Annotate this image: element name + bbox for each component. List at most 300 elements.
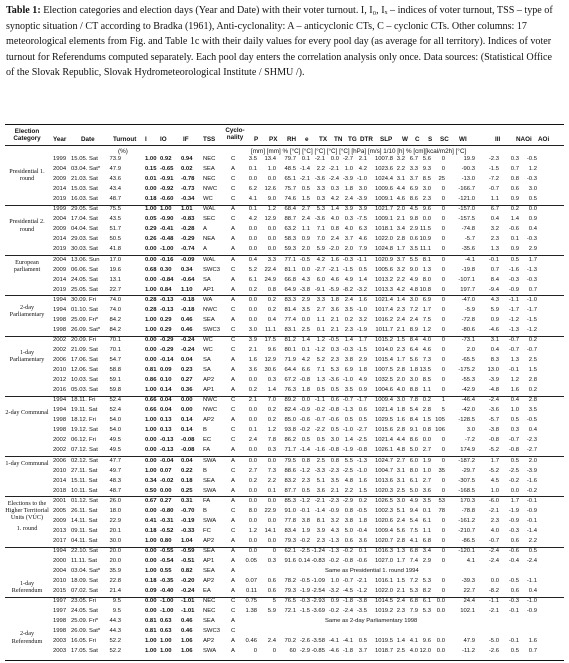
header-tg: TG <box>348 136 357 143</box>
cell-tx: -1.09 <box>311 578 325 585</box>
cell-rh: 64.4 <box>284 367 296 374</box>
cell-iii: 0.9 <box>490 316 499 323</box>
cell-turnout: 59.1 <box>109 377 121 384</box>
cell-p: 0.0 <box>248 246 257 253</box>
cell-aoi: 2.9 <box>528 246 537 253</box>
cell-slp: 1021.7 <box>374 206 393 213</box>
cell-sc: 0 <box>441 457 445 464</box>
cell-px: 0.0 <box>267 457 276 464</box>
cell-tn: 1.4 <box>330 206 339 213</box>
cell-year: 2009 <box>53 176 67 183</box>
cell-io: 0.63 <box>160 618 172 625</box>
cell-year: 2017 <box>53 537 67 544</box>
cell-tg: -0.8 <box>342 558 353 564</box>
cell-p: 1.6 <box>248 357 257 363</box>
cell-year: 2014 <box>53 186 67 193</box>
cell-iii: -3.6 <box>488 407 499 414</box>
cell-px: 12.9 <box>264 357 276 363</box>
table-row <box>5 246 564 253</box>
header-tss: TSS <box>203 136 216 143</box>
cell-naoi: -0.3 <box>508 527 519 534</box>
cell-slp: 1024.4 <box>374 176 393 183</box>
table-row <box>5 578 564 585</box>
cell-p: 2.1 <box>248 397 257 404</box>
cell-slp: 1016.2 <box>374 316 393 323</box>
cell-c: 5.0 <box>409 487 418 494</box>
cell-naoi: 0.6 <box>510 537 519 544</box>
cell-turnout: 59.8 <box>109 387 121 394</box>
cell-aoi: 1.5 <box>528 367 537 374</box>
cell-rh: 72.1 <box>284 608 296 615</box>
cell-s: 2.7 <box>422 447 431 454</box>
cell-io: 1.00 <box>160 206 172 213</box>
cell-io: -0.16 <box>160 256 174 263</box>
cell-tx: -2.7 <box>314 266 325 273</box>
cell-dtr: -1.7 <box>356 397 367 404</box>
cell-i: 0.00 <box>145 256 157 263</box>
cell-i: 1.00 <box>145 467 157 474</box>
cell-slp: 1020.9 <box>374 256 393 263</box>
cell-if: 0.14 <box>181 427 193 434</box>
cell-io: 0.30 <box>160 266 172 273</box>
cell-year: 2006 <box>53 457 67 464</box>
cell-c: 5.5 <box>409 256 418 263</box>
cell-year: 1994 <box>53 397 67 404</box>
cell-i: 0.00 <box>145 608 157 615</box>
cell-tn: 3.0 <box>330 437 339 444</box>
cell-slp: 1032.5 <box>374 377 393 384</box>
cell-c: 4.1 <box>409 537 418 544</box>
cell-c: 8.0 <box>409 467 418 474</box>
cell-turnout: 54.7 <box>109 357 121 363</box>
cell-io: -0.65 <box>160 166 174 173</box>
cell-if: 0.18 <box>181 477 193 484</box>
cell-slp: 1009.4 <box>374 397 393 404</box>
cell-if: 0.31 <box>181 497 193 504</box>
cell-sc: 0 <box>441 517 445 524</box>
table-row <box>5 166 564 173</box>
cell-date: 24.05. Sat <box>71 608 98 615</box>
header-px: PX <box>269 136 278 143</box>
cell-tx: -1.2 <box>314 346 325 353</box>
cell-slp: 1014.0 <box>374 346 393 353</box>
cell-px: 22.4 <box>264 266 276 273</box>
cell-slp: 1007.5 <box>374 367 393 374</box>
cell-cyc: C <box>231 176 236 183</box>
table-row <box>5 407 564 417</box>
table-row <box>5 347 564 354</box>
cell-if: -0.74 <box>181 246 195 253</box>
cell-dtr: -1.0 <box>356 306 367 313</box>
cell-aoi: -1.5 <box>526 316 537 323</box>
cell-dtr: 3.6 <box>358 537 367 544</box>
cell-e: 4.2 <box>301 357 310 363</box>
header-sc: SC <box>440 136 449 143</box>
cell-p: 0.1 <box>248 206 257 213</box>
cell-i: 0.00 <box>145 457 157 464</box>
table-row <box>5 257 564 264</box>
cell-tn: -3.2 <box>328 588 339 595</box>
cell-i: 0.00 <box>145 276 157 283</box>
cell-p: 0.0 <box>248 497 257 504</box>
cell-s: 5.3 <box>422 578 431 585</box>
cell-tx: -0.83 <box>311 558 325 564</box>
cell-cyc: A <box>231 377 235 384</box>
cell-tg: 2.4 <box>344 296 353 303</box>
cell-if: -1.01 <box>181 598 195 605</box>
cell-if: 0.34 <box>181 266 193 273</box>
cell-slp: 1013.3 <box>374 286 393 293</box>
header-slp: SLP <box>380 136 393 143</box>
cell-i: 1.00 <box>145 156 157 162</box>
cell-aoi: -0.3 <box>526 176 537 183</box>
cell-p: 8.0 <box>248 507 257 514</box>
cell-dtr: -3.8 <box>356 598 367 605</box>
cell-wi: -107.1 <box>458 276 475 283</box>
cell-i: 1.00 <box>145 387 157 394</box>
cell-turnout: 44.3 <box>109 628 121 635</box>
cell-year: 1999 <box>53 206 67 213</box>
cell-s: 0.0 <box>422 437 431 444</box>
cell-naoi: -0.5 <box>508 578 519 585</box>
cell-io: -0.92 <box>160 186 174 193</box>
cell-year: 2002 <box>53 336 67 343</box>
cell-turnout: 50.5 <box>109 236 121 243</box>
cell-if: -0.08 <box>181 447 195 454</box>
cell-e: 1.5 <box>301 196 310 203</box>
cell-c: 8.4 <box>409 417 418 424</box>
cell-iii: 13.0 <box>487 367 499 374</box>
cell-naoi: -0.1 <box>508 638 519 645</box>
cell-tn: -5.9 <box>328 286 339 293</box>
cell-aoi: -0.9 <box>526 507 537 514</box>
cell-tg: 3.9 <box>344 206 353 213</box>
cell-e: 0.5 <box>301 186 310 193</box>
cell-w: 3.0 <box>396 497 405 504</box>
cell-tss: NEA <box>203 236 216 243</box>
cell-p: 0.0 <box>248 316 257 323</box>
cell-sc: 0 <box>441 367 445 374</box>
cell-aoi: -2.4 <box>526 558 537 564</box>
cell-sc: 0 <box>441 256 445 263</box>
cell-wi: -90.3 <box>461 166 475 173</box>
cell-px: 0.3 <box>267 558 276 564</box>
cell-cyc: A <box>231 417 235 424</box>
cell-w: 1.7 <box>396 558 405 564</box>
cell-i: 0.00 <box>145 547 157 554</box>
cell-tss: AP1 <box>203 286 215 293</box>
table-row <box>5 337 564 344</box>
cell-if: 0.25 <box>181 487 193 494</box>
cell-date: 21.03. Sat <box>71 176 98 183</box>
cell-i: 0.18 <box>145 578 157 585</box>
cell-iii: -5.2 <box>488 467 499 474</box>
cell-dtr: -3.2 <box>356 286 367 293</box>
cell-tx: 3.3 <box>316 296 325 303</box>
cell-if: 0.46 <box>181 316 193 323</box>
cell-e: -2.5 <box>299 547 310 554</box>
cell-iii: 1.3 <box>490 246 499 253</box>
cell-s: 3.4 <box>422 547 431 554</box>
cell-dtr: -2.5 <box>356 437 367 444</box>
cell-sc: 0 <box>441 447 445 454</box>
cell-sc: 25 <box>438 176 445 183</box>
cell-tx: -3.6 <box>314 216 325 223</box>
cell-tx: 6.0 <box>316 276 325 283</box>
cell-turnout: 22.8 <box>109 578 121 585</box>
table-row <box>5 618 564 625</box>
cell-year: 2002 <box>53 437 67 444</box>
cell-aoi: 0.4 <box>528 588 537 595</box>
cell-dtr: 0.9 <box>358 387 367 394</box>
cell-if: -0.18 <box>181 296 195 303</box>
cell-date: 30.03. Sat <box>71 246 98 253</box>
cell-p: 0.2 <box>248 477 257 484</box>
cell-aoi: 2.8 <box>528 377 537 384</box>
cell-e: 2.9 <box>301 296 310 303</box>
cell-p: 0.0 <box>248 296 257 303</box>
cell-iii: -9.4 <box>488 286 499 293</box>
cell-tg: 0.5 <box>344 417 353 424</box>
cell-s: 10.8 <box>419 286 431 293</box>
table-row <box>5 297 564 304</box>
cell-year: 2010 <box>53 367 67 374</box>
cell-date: 25.09. Fri* <box>71 316 99 323</box>
cell-if: -0.09 <box>181 256 195 263</box>
cell-s: 0.0 <box>422 216 431 223</box>
cell-naoi: -1.2 <box>508 316 519 323</box>
cell-sc: 5 <box>441 407 445 414</box>
cell-s: 4.6 <box>422 346 431 353</box>
cell-w: 1.4 <box>396 296 405 303</box>
cell-s: 1.7 <box>422 306 431 313</box>
cell-slp: 1002.3 <box>374 507 393 514</box>
cell-turnout: 26.0 <box>109 497 121 504</box>
cell-dtr: -2.7 <box>356 427 367 434</box>
cell-tg: -8.2 <box>342 286 353 293</box>
cell-i: 0.00 <box>145 437 157 444</box>
cell-year: 1994 <box>53 306 67 313</box>
cell-year: 2010 <box>53 467 67 474</box>
cell-tx: 0.5 <box>316 437 325 444</box>
cell-tg: -2.9 <box>342 497 353 504</box>
cell-w: 2.1 <box>396 588 405 595</box>
cell-c: 2.4 <box>409 316 418 323</box>
table-row <box>5 588 564 595</box>
cell-c: 5.0 <box>409 447 418 454</box>
cell-cyc: C <box>231 427 236 434</box>
cell-e: 2.7 <box>301 206 310 213</box>
cell-tg: 3.5 <box>344 306 353 313</box>
cell-px: 0.2 <box>267 306 276 313</box>
cell-tn: -3.6 <box>328 377 339 384</box>
cell-p: 2.4 <box>248 437 257 444</box>
cell-cyc: A <box>231 588 235 595</box>
cell-slp: 1016.1 <box>374 578 393 585</box>
cell-turnout: 52.2 <box>109 638 121 645</box>
cell-tss: NWC <box>203 407 218 414</box>
cell-tx: -1.1 <box>314 397 325 404</box>
cell-if: 0.00 <box>181 407 193 414</box>
cell-wi: -19.8 <box>461 266 475 273</box>
cell-naoi: 0.6 <box>510 588 519 595</box>
cell-year: 2010 <box>53 578 67 585</box>
cell-year: 2019 <box>53 246 67 253</box>
cell-io: -0.29 <box>160 336 174 343</box>
cell-io: 0.92 <box>160 156 172 162</box>
cell-tss: AP1 <box>203 558 215 564</box>
cell-io: 0.09 <box>160 367 172 374</box>
cell-slp: 1024.8 <box>374 246 393 253</box>
table-row <box>5 628 564 635</box>
cell-w: 3.4 <box>396 226 405 233</box>
cell-iii: 8.4 <box>490 276 499 283</box>
cell-px: 3.3 <box>267 256 276 263</box>
cell-turnout: 48.7 <box>109 196 121 203</box>
cell-dtr: -1.0 <box>356 467 367 474</box>
cell-slp: 1020.7 <box>374 537 393 544</box>
cell-naoi: -0.3 <box>508 276 519 283</box>
cell-naoi: 1.0 <box>510 407 519 414</box>
cell-slp: 1026.5 <box>374 497 393 504</box>
cell-io: -0.41 <box>160 226 174 233</box>
cell-io: -0.35 <box>160 578 174 585</box>
cell-px: 0.6 <box>267 588 276 595</box>
cell-tx: 4.2 <box>316 256 325 263</box>
cell-if: -0.24 <box>181 336 195 343</box>
cell-e: -0.2 <box>299 427 310 434</box>
cell-e: -2.1 <box>299 176 310 183</box>
cell-e: 3.8 <box>301 517 310 524</box>
cell-p: 0.4 <box>248 256 257 263</box>
cell-slp: 1021.4 <box>374 296 393 303</box>
cell-io: -0.14 <box>160 357 174 363</box>
cell-dtr: -0.6 <box>356 558 367 564</box>
cell-tx: 0.3 <box>316 196 325 203</box>
cell-wi: 22.7 <box>463 588 475 595</box>
cell-iii: -1.5 <box>488 166 499 173</box>
cell-e: 0.5 <box>301 437 310 444</box>
cell-naoi: 0.9 <box>510 246 519 253</box>
cell-e: -0.6 <box>299 417 310 424</box>
cell-i: 0.26 <box>145 236 157 243</box>
cell-naoi: 0.5 <box>510 648 519 655</box>
cell-dtr: -3.5 <box>356 608 367 615</box>
cell-year: 1998 <box>53 326 67 333</box>
cell-aoi: 2.2 <box>528 537 537 544</box>
cell-io: -0.90 <box>160 216 174 223</box>
cell-w: 4.8 <box>396 447 405 454</box>
cell-cyc: A <box>231 226 235 233</box>
cell-c: 5.4 <box>409 517 418 524</box>
cell-e: -0.2 <box>299 537 310 544</box>
cell-aoi: -0.2 <box>526 487 537 494</box>
cell-year: 2009 <box>53 226 67 233</box>
cell-if: 1.01 <box>181 206 193 213</box>
cell-dtr: -0.8 <box>356 447 367 454</box>
cell-io: 0.04 <box>160 407 172 414</box>
cell-sc: 0 <box>441 196 445 203</box>
cell-dtr: 1.5 <box>358 487 367 494</box>
cell-e: 2.3 <box>301 477 310 484</box>
cell-year: 2002 <box>53 447 67 454</box>
cell-tss: AP1 <box>203 387 215 394</box>
cell-year: 1999 <box>53 156 67 162</box>
cell-e: -0.8 <box>299 377 310 384</box>
cell-c: 7.5 <box>409 527 418 534</box>
cell-tg: -3.9 <box>342 176 353 183</box>
cell-turnout: 58.8 <box>109 367 121 374</box>
cell-slp: 1009.1 <box>374 196 393 203</box>
cell-cyc: A <box>231 477 235 484</box>
table-row <box>5 608 564 615</box>
cell-p: 6.2 <box>248 186 257 193</box>
cell-if: -0.24 <box>181 588 195 595</box>
cell-px: 9.6 <box>267 346 276 353</box>
cell-tg: -0.7 <box>342 397 353 404</box>
cell-rh: 59.3 <box>284 246 296 253</box>
cell-cyc: C <box>231 346 236 353</box>
cell-s: 8.5 <box>422 176 431 183</box>
cell-p: 0.0 <box>248 226 257 233</box>
cell-date: 10.03. Sat <box>71 377 98 384</box>
cell-w: 2.4 <box>396 517 405 524</box>
cell-dtr: 2.1 <box>358 156 367 162</box>
cell-e: 2.0 <box>301 246 310 253</box>
cell-if: -0.18 <box>181 306 195 313</box>
cell-tss: AP2 <box>203 417 215 424</box>
cell-c: 4.8 <box>409 286 418 293</box>
cell-e: 0.1 <box>301 346 310 353</box>
cell-c: 3.3 <box>409 166 418 173</box>
table-row <box>5 488 564 495</box>
cell-rh: 63.2 <box>284 226 296 233</box>
cell-tn: -1.3 <box>328 537 339 544</box>
cell-w: 3.0 <box>396 397 405 404</box>
cell-date: 01.10. Sat <box>71 306 98 313</box>
cell-sc: 0 <box>441 357 445 363</box>
cell-sc: 0 <box>441 487 445 494</box>
cell-tx: 3.6 <box>316 487 325 494</box>
cell-tn: 4.0 <box>330 216 339 223</box>
cell-year: 2009 <box>53 517 67 524</box>
cell-tx: -9.1 <box>314 286 325 293</box>
cell-e: -0.3 <box>299 598 310 605</box>
cell-tx: -0.7 <box>314 417 325 424</box>
cell-tg: 3.8 <box>344 357 353 363</box>
cell-aoi: -1.3 <box>526 266 537 273</box>
cell-i: 0.00 <box>145 447 157 454</box>
cell-date: 18.09. Sat <box>71 578 98 585</box>
cell-s: 9.6 <box>422 206 431 213</box>
cell-c: 6.8 <box>409 598 418 605</box>
table-row <box>5 648 564 655</box>
cell-date: 20.09. Fri <box>71 336 96 343</box>
cell-wi: 24.4 <box>463 598 475 605</box>
cell-i: 0.28 <box>145 306 157 313</box>
cell-s: 2.9 <box>422 558 431 564</box>
unit-turnout: (%) <box>118 148 128 155</box>
cell-dtr: 0.5 <box>358 417 367 424</box>
cell-io: -0.52 <box>160 527 174 534</box>
cell-turnout: 13.1 <box>109 276 121 283</box>
cell-e: 2.4 <box>301 216 310 223</box>
cell-year: 1994 <box>53 296 67 303</box>
cell-p: 0.75 <box>245 598 257 605</box>
header-w: W <box>402 136 408 143</box>
cell-iii: -0.7 <box>488 186 499 193</box>
cell-c: 9.0 <box>409 266 418 273</box>
